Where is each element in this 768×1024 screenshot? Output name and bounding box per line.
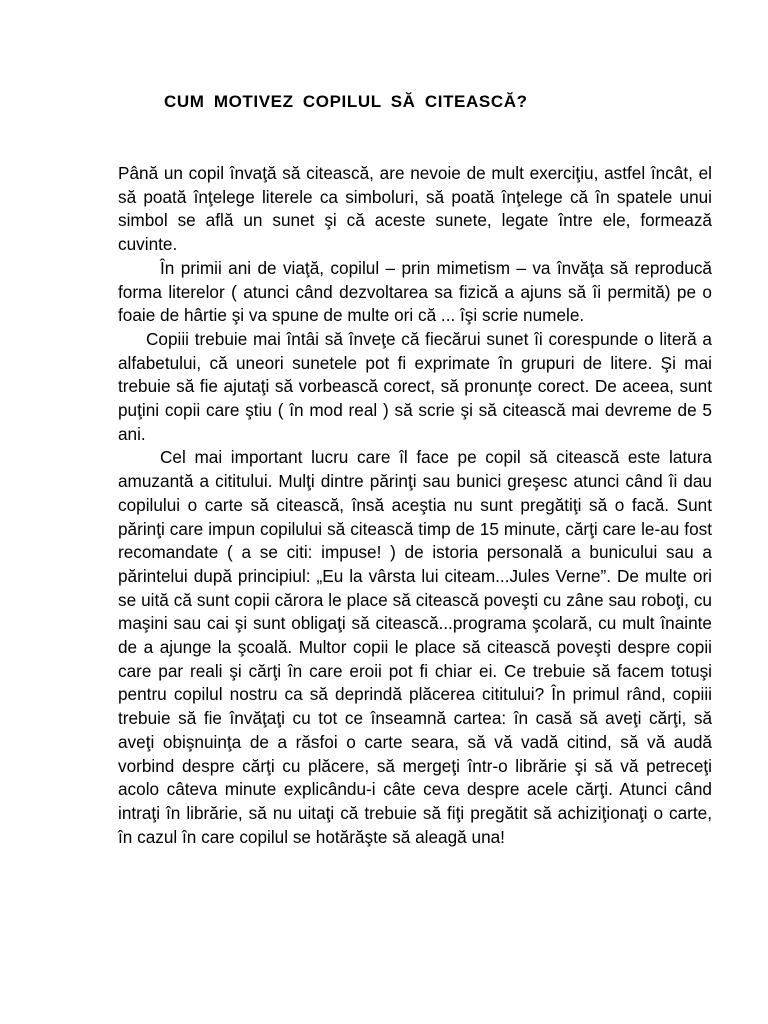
paragraph-2: În primii ani de viaţă, copilul – prin mimetism – va învăţa să reproducă forma literelor ( atunci când dezvoltarea sa fizică a ajuns să îi permită) pe o foaie de hârtie şi va spune de multe ori că ... îşi scrie numele. xyxy=(118,257,712,326)
paragraph-3: Copiii trebuie mai întâi să înveţe că fiecărui sunet îi corespunde o literă a alfabetului, că uneori sunetele pot fi exprimate în grupuri de litere. Şi mai trebuie să fie ajutaţi să vorbească corect, să pronunţe corect. De aceea, sunt puţini copii care ştiu ( în mod real ) să scrie şi să citească mai devreme de 5 ani. xyxy=(118,328,712,444)
article-body xyxy=(118,162,712,849)
page-title: CUM MOTIVEZ COPILUL SĂ CITEASCĂ? xyxy=(164,92,528,111)
paragraph-4: Cel mai important lucru care îl face pe copil să citească este latura amuzantă a cititului. Mulţi dintre părinţi sau bunici greşesc atunci când îi dau copilului o carte să citească, însă aceştia nu sunt pregătiţi să o facă. Sunt părinţi care impun copilului să citească timp de 15 minute, cărţi care le-au fost recomandate ( a se citi: impuse! ) de istoria personală a bunicului sau a părintelui după principiul: „Eu la vârsta lui citeam...Jules Verne”. De multe ori se uită că sunt copii cărora le place să citească poveşti cu zâne sau roboţi, cu maşini sau cai şi sunt obligaţi să citească...programa şcolară, cu mult înainte de a ajunge la şcoală. Multor copii le place să citească poveşti despre copii care par reali şi cărţi în care eroii pot fi chiar ei. Ce trebuie să facem totuşi pentru copilul nostru ca să deprindă plăcerea cititului? În primul rând, copiii trebuie să fie învăţaţi cu tot ce înseamnă cartea: în casă să aveţi cărţi, să aveţi obişnuinţa de a răsfoi o carte seara, să vă vadă citind, să vă audă vorbind despre cărţi cu plăcere, să mergeţi într-o librărie şi să vă petreceţi acolo câteva minute explicându-i câte ceva despre acele cărţi. Atunci când intraţi în librărie, să nu uitaţi că trebuie să fiţi pregătit să achiziţionaţi o carte, în cazul în care copilul se hotărăşte să aleagă una! xyxy=(118,447,712,847)
paragraph-1: Până un copil învaţă să citească, are nevoie de mult exerciţiu, astfel încât, el să poată înţelege literele ca simboluri, să poată înţelege că în spatele unui simbol se află un sunet şi că aceste sunete, legate între ele, formează cuvinte. xyxy=(118,163,712,255)
